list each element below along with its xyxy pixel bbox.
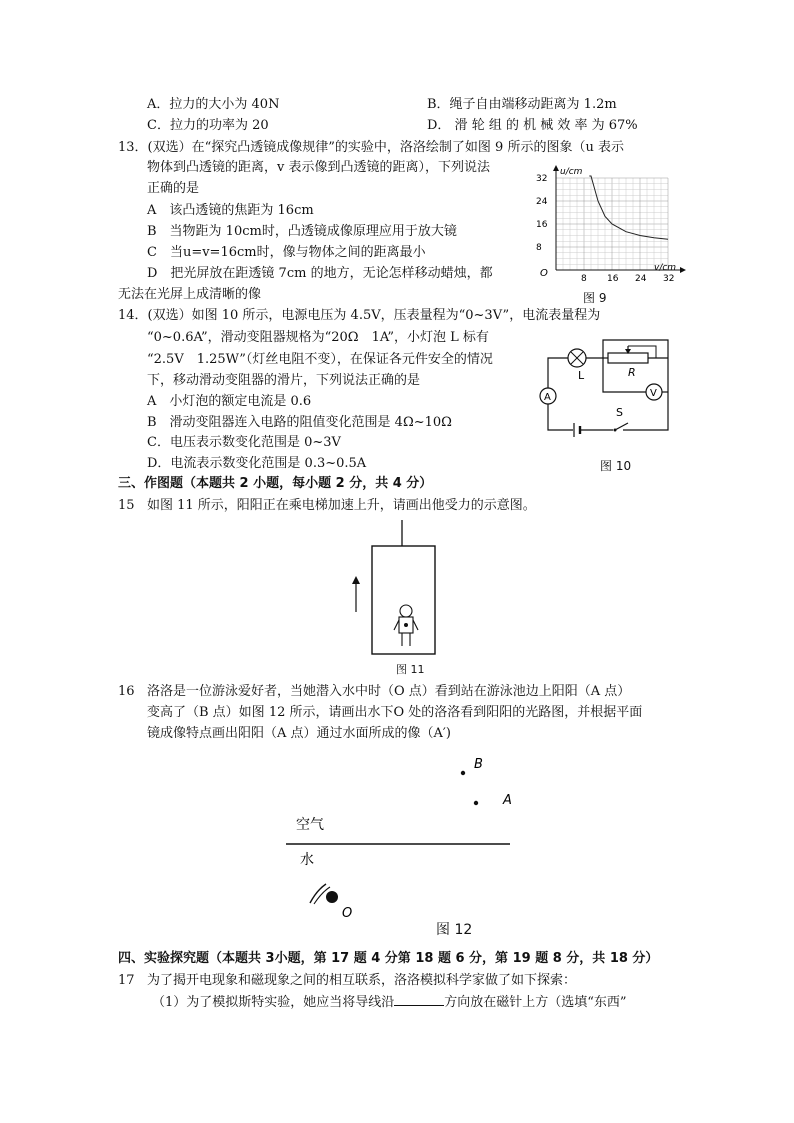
figure-12-caption: 图 12 [436,922,473,938]
y-axis-label: u/cm [560,167,583,177]
q17-text: 为了揭开电现象和磁现象之间的相互联系，洛洛模拟科学家做了如下探索： [147,973,577,988]
q14-option-a: A 小灯泡的额定电流是 0.6 [147,394,312,409]
rheostat-label: R [628,366,636,379]
q15-text: 如图 11 所示，阳阳正在乘电梯加速上升，请画出他受力的示意图。 [147,498,536,513]
svg-text:A: A [544,392,551,403]
x-axis-label: v/cm [654,263,677,273]
svg-text:V: V [650,388,657,399]
q13-option-b: B 当物距为 10cm时，凸透镜成像原理应用于放大镜 [147,224,457,239]
voltmeter-icon [646,384,662,400]
q14-stem-line2: “0~0.6A”，滑动变阻器规格为“20Ω 1A”，小灯泡 L 标有 [147,330,489,345]
y-tick-label: 32 [536,174,548,184]
point-b-label: B [474,757,483,772]
q17-sub1-suffix: 方向放在磁针上方（选填“东西” [444,995,627,1010]
q14-stem-line4: 下，移动滑动变阻器的滑片，下列说法正确的是 [147,373,421,388]
q13-stem-line1: 13．(双选）在“探究凸透镜成像规律”的实验中，洛洛绘制了如图 9 所示的图象（u 表示 [118,140,624,155]
point-b-dot [461,771,465,775]
point-a-dot [474,801,478,805]
q13-option-c: C 当u=v=16cm时，像与物体之间的距离最小 [147,245,426,260]
q12-option-c: C．拉力的功率为 20 [147,118,269,133]
figure-9-graph [530,164,690,286]
figure-10-caption: 图 10 [600,459,632,473]
section-3-heading: 三、作图题（本题共 2 小题，每小题 2 分，共 4 分） [118,476,433,491]
y-tick-label: 16 [536,220,548,230]
lamp-label: L [578,369,585,382]
figure-11-elevator [345,520,445,656]
q12-option-b: B．绳子自由端移动距离为 1.2m [427,97,617,112]
q16-stem-line1: 洛洛是一位游泳爱好者，当她潜入水中时（O 点）看到站在游泳池边上阳阳（A 点） [147,684,631,699]
section-4-heading: 四、实验探究题（本题共 3小题，第 17 题 4 分第 18 题 6 分，第 19 题 8 分，共 18 分） [118,951,659,966]
q12-option-d: D． 滑 轮 组 的 机 械 效 率 为 67% [427,118,638,133]
elevator-car [372,546,435,654]
q13-stem-line2: 物体到凸透镜的距离，v 表示像到凸透镜的距离），下列说法 [147,160,490,175]
battery-icon [574,423,580,437]
y-axis-arrow-icon [553,165,559,171]
q13-stem-line3: 正确的是 [147,181,200,196]
q17-number: 17 [118,973,135,988]
q14-option-c: C．电压表示数变化范围是 0~3V [147,435,341,450]
up-arrow-icon [352,576,360,612]
q17-sub1 [152,993,627,1012]
q16-stem-line3: 镜成像特点画出阳阳（A 点）通过水面所成的像（A′) [147,726,451,741]
ammeter-icon [540,388,556,404]
x-axis-arrow-icon [680,267,686,273]
q13-option-a: A 该凸透镜的焦距为 16cm [147,203,314,218]
q13-option-d-cont: 无法在光屏上成清晰的像 [118,287,262,302]
q17-sub1-prefix: （1）为了模拟斯特实验，她应当将导线沿 [152,995,395,1010]
x-tick-label: 8 [581,274,587,284]
x-tick-label: 16 [607,274,619,284]
figure-12-diagram [280,750,530,920]
figure-10-circuit [538,334,678,446]
answer-blank[interactable] [394,993,444,1006]
rheostat-icon [608,346,668,363]
switch-label: S [616,406,623,419]
point-o-label: O [342,906,353,920]
air-label: 空气 [296,817,324,833]
lamp-icon [568,349,586,367]
figure-11-caption: 图 11 [396,663,425,676]
q14-stem-line1: 14．(双选）如图 10 所示，电源电压为 4.5V，压表量程为“0~3V”，电流表量程为 [118,308,601,323]
q14-option-b: B 滑动变阻器连入电路的阻值变化范围是 4Ω~10Ω [147,415,452,430]
y-tick-label: 24 [536,197,548,207]
swimmer-icon [310,884,338,904]
q12-option-a: A．拉力的大小为 40N [147,97,280,112]
q14-option-d: D．电流表示数变化范围是 0.3~0.5A [147,456,367,471]
person-icon [394,605,418,646]
q16-stem-line2: 变高了（B 点）如图 12 所示，请画出水下O 处的洛洛看到阳阳的光路图，并根据平面 [147,705,643,720]
water-label: 水 [300,852,314,868]
y-tick-label: 8 [536,243,542,253]
figure-9-caption: 图 9 [583,291,607,305]
q14-stem-line3: “2.5V 1.25W”（灯丝电阻不变），在保证各元件安全的情况 [147,352,493,367]
x-tick-label: 32 [663,274,675,284]
origin-label: O [540,268,548,279]
q13-option-d: D 把光屏放在距透镜 7cm 的地方，无论怎样移动蜡烛，都 [147,266,493,281]
x-tick-label: 24 [635,274,647,284]
q15-number: 15 [118,498,135,513]
q16-number: 16 [118,684,135,699]
point-a-label: A [503,793,512,808]
